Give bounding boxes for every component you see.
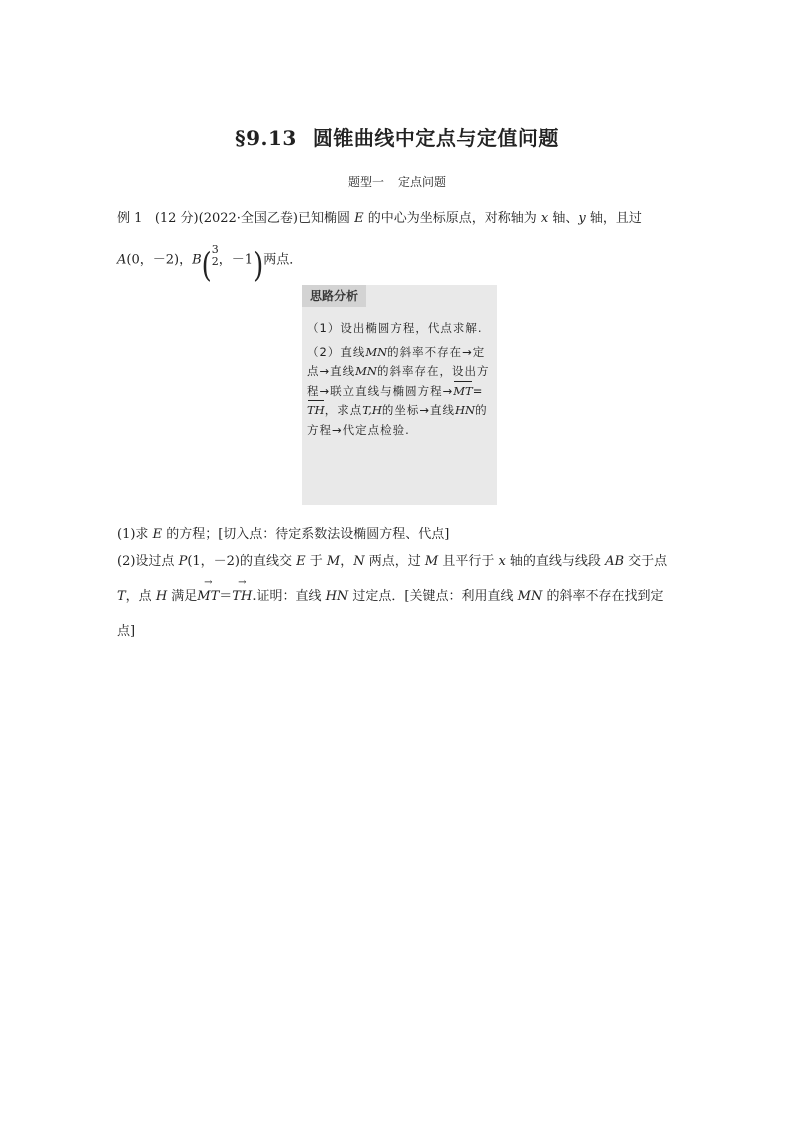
var-e: E xyxy=(296,554,306,569)
subtitle-part1: 题型一 xyxy=(347,175,384,189)
line-hn: HN xyxy=(325,589,349,604)
line-mn: MN xyxy=(355,364,377,378)
text-segment: ，－1 xyxy=(218,252,254,268)
text-segment: 两点，过 xyxy=(364,554,425,569)
point-b: B xyxy=(192,252,202,268)
question-2-line-1 xyxy=(117,550,667,569)
points-th: T,H xyxy=(362,403,382,417)
question-1 xyxy=(117,523,449,542)
text-segment: 于 xyxy=(305,554,327,569)
text-segment: ，求点 xyxy=(324,403,363,417)
text-segment: 的方程；[切入点：待定系数法设椭圆方程、代点] xyxy=(162,527,450,542)
text-segment: (1，－2)的直线交 xyxy=(187,554,297,569)
var-e: E xyxy=(354,211,364,226)
arrow-icon: → xyxy=(204,577,213,588)
var-e: E xyxy=(152,527,163,542)
example-source: (12 分)(2022·全国乙卷) xyxy=(154,211,298,226)
section-number: §9.13 xyxy=(235,126,297,150)
example-line-2 xyxy=(117,243,303,286)
question-2-line-3 xyxy=(117,620,135,639)
vector-label: TH xyxy=(232,589,253,604)
text-segment: 的斜率不存在找到定 xyxy=(542,589,664,604)
example-label: 例 1 xyxy=(117,211,143,226)
var-x: x xyxy=(540,211,549,226)
example-line-1 xyxy=(117,207,642,226)
text-segment: 的方程→代定点检验. xyxy=(307,403,488,437)
text-segment: 且平行于 xyxy=(438,554,499,569)
text-segment: 过定点．[关键点：利用直线 xyxy=(348,589,518,604)
right-paren: ) xyxy=(253,246,264,286)
line-mn: MN xyxy=(365,344,388,359)
text-segment: 点] xyxy=(117,624,136,639)
point-h: H xyxy=(155,589,168,604)
subtitle xyxy=(0,173,794,190)
segment-ab: AB xyxy=(605,554,625,569)
point-n: N xyxy=(353,554,365,569)
page-title xyxy=(0,122,794,151)
vector-mt: MT xyxy=(453,382,472,402)
subtitle-part2: 定点问题 xyxy=(398,175,447,189)
equals-sign: ＝ xyxy=(219,589,233,604)
vector-label: MT xyxy=(197,589,220,604)
text-segment: 的坐标→直线 xyxy=(381,403,456,417)
vector-mt xyxy=(197,577,220,604)
text-segment: (0，－2)， xyxy=(126,252,193,268)
question-2-line-2 xyxy=(117,577,664,604)
text-segment: 两点． xyxy=(263,252,303,268)
line-hn: HN xyxy=(455,403,476,417)
var-x: x xyxy=(498,554,506,569)
analysis-body xyxy=(307,319,493,444)
point-p: P xyxy=(178,554,188,569)
analysis-step-2 xyxy=(307,343,493,441)
text-segment: 满足 xyxy=(167,589,198,604)
point-m: M xyxy=(326,554,341,569)
text-segment: 的中心为坐标原点，对称轴为 xyxy=(363,211,541,226)
arrow-icon: → xyxy=(238,577,247,588)
point-a: A xyxy=(117,252,127,268)
fraction xyxy=(212,244,219,268)
analysis-box xyxy=(302,285,497,505)
text-segment: 已知椭圆 xyxy=(298,211,355,226)
vector-th xyxy=(232,577,253,604)
text-segment: (1)求 xyxy=(117,527,153,542)
section-title: 圆锥曲线中定点与定值问题 xyxy=(312,126,559,150)
text-segment: 交于点 xyxy=(624,554,668,569)
text-segment: 的斜率存在，设出方程→联立直线与椭圆方程→ xyxy=(307,364,490,398)
text-segment: (2)设过点 xyxy=(117,554,179,569)
text-segment: 的斜率不存在→定点→直线 xyxy=(307,344,486,378)
text-segment: ， xyxy=(340,554,354,569)
point-m: M xyxy=(424,554,439,569)
analysis-step-1: （1）设出椭圆方程，代点求解. xyxy=(307,321,483,335)
point-t: T xyxy=(117,589,126,604)
fraction-numerator: 3 xyxy=(211,243,219,256)
fraction-denominator: 2 xyxy=(211,255,219,268)
analysis-header: 思路分析 xyxy=(302,285,366,307)
text-segment: 轴、 xyxy=(548,211,579,226)
text-segment: .证明：直线 xyxy=(252,589,326,604)
equals-sign: = xyxy=(472,383,484,398)
left-paren: ( xyxy=(201,246,212,286)
text-segment: 轴，且过 xyxy=(585,211,642,226)
text-segment: 轴的直线与线段 xyxy=(505,554,606,569)
text-segment: （2）直线 xyxy=(307,344,366,359)
vector-th: TH xyxy=(307,401,325,421)
line-mn: MN xyxy=(517,589,543,604)
text-segment: ，点 xyxy=(125,589,156,604)
var-y: y xyxy=(578,211,586,226)
